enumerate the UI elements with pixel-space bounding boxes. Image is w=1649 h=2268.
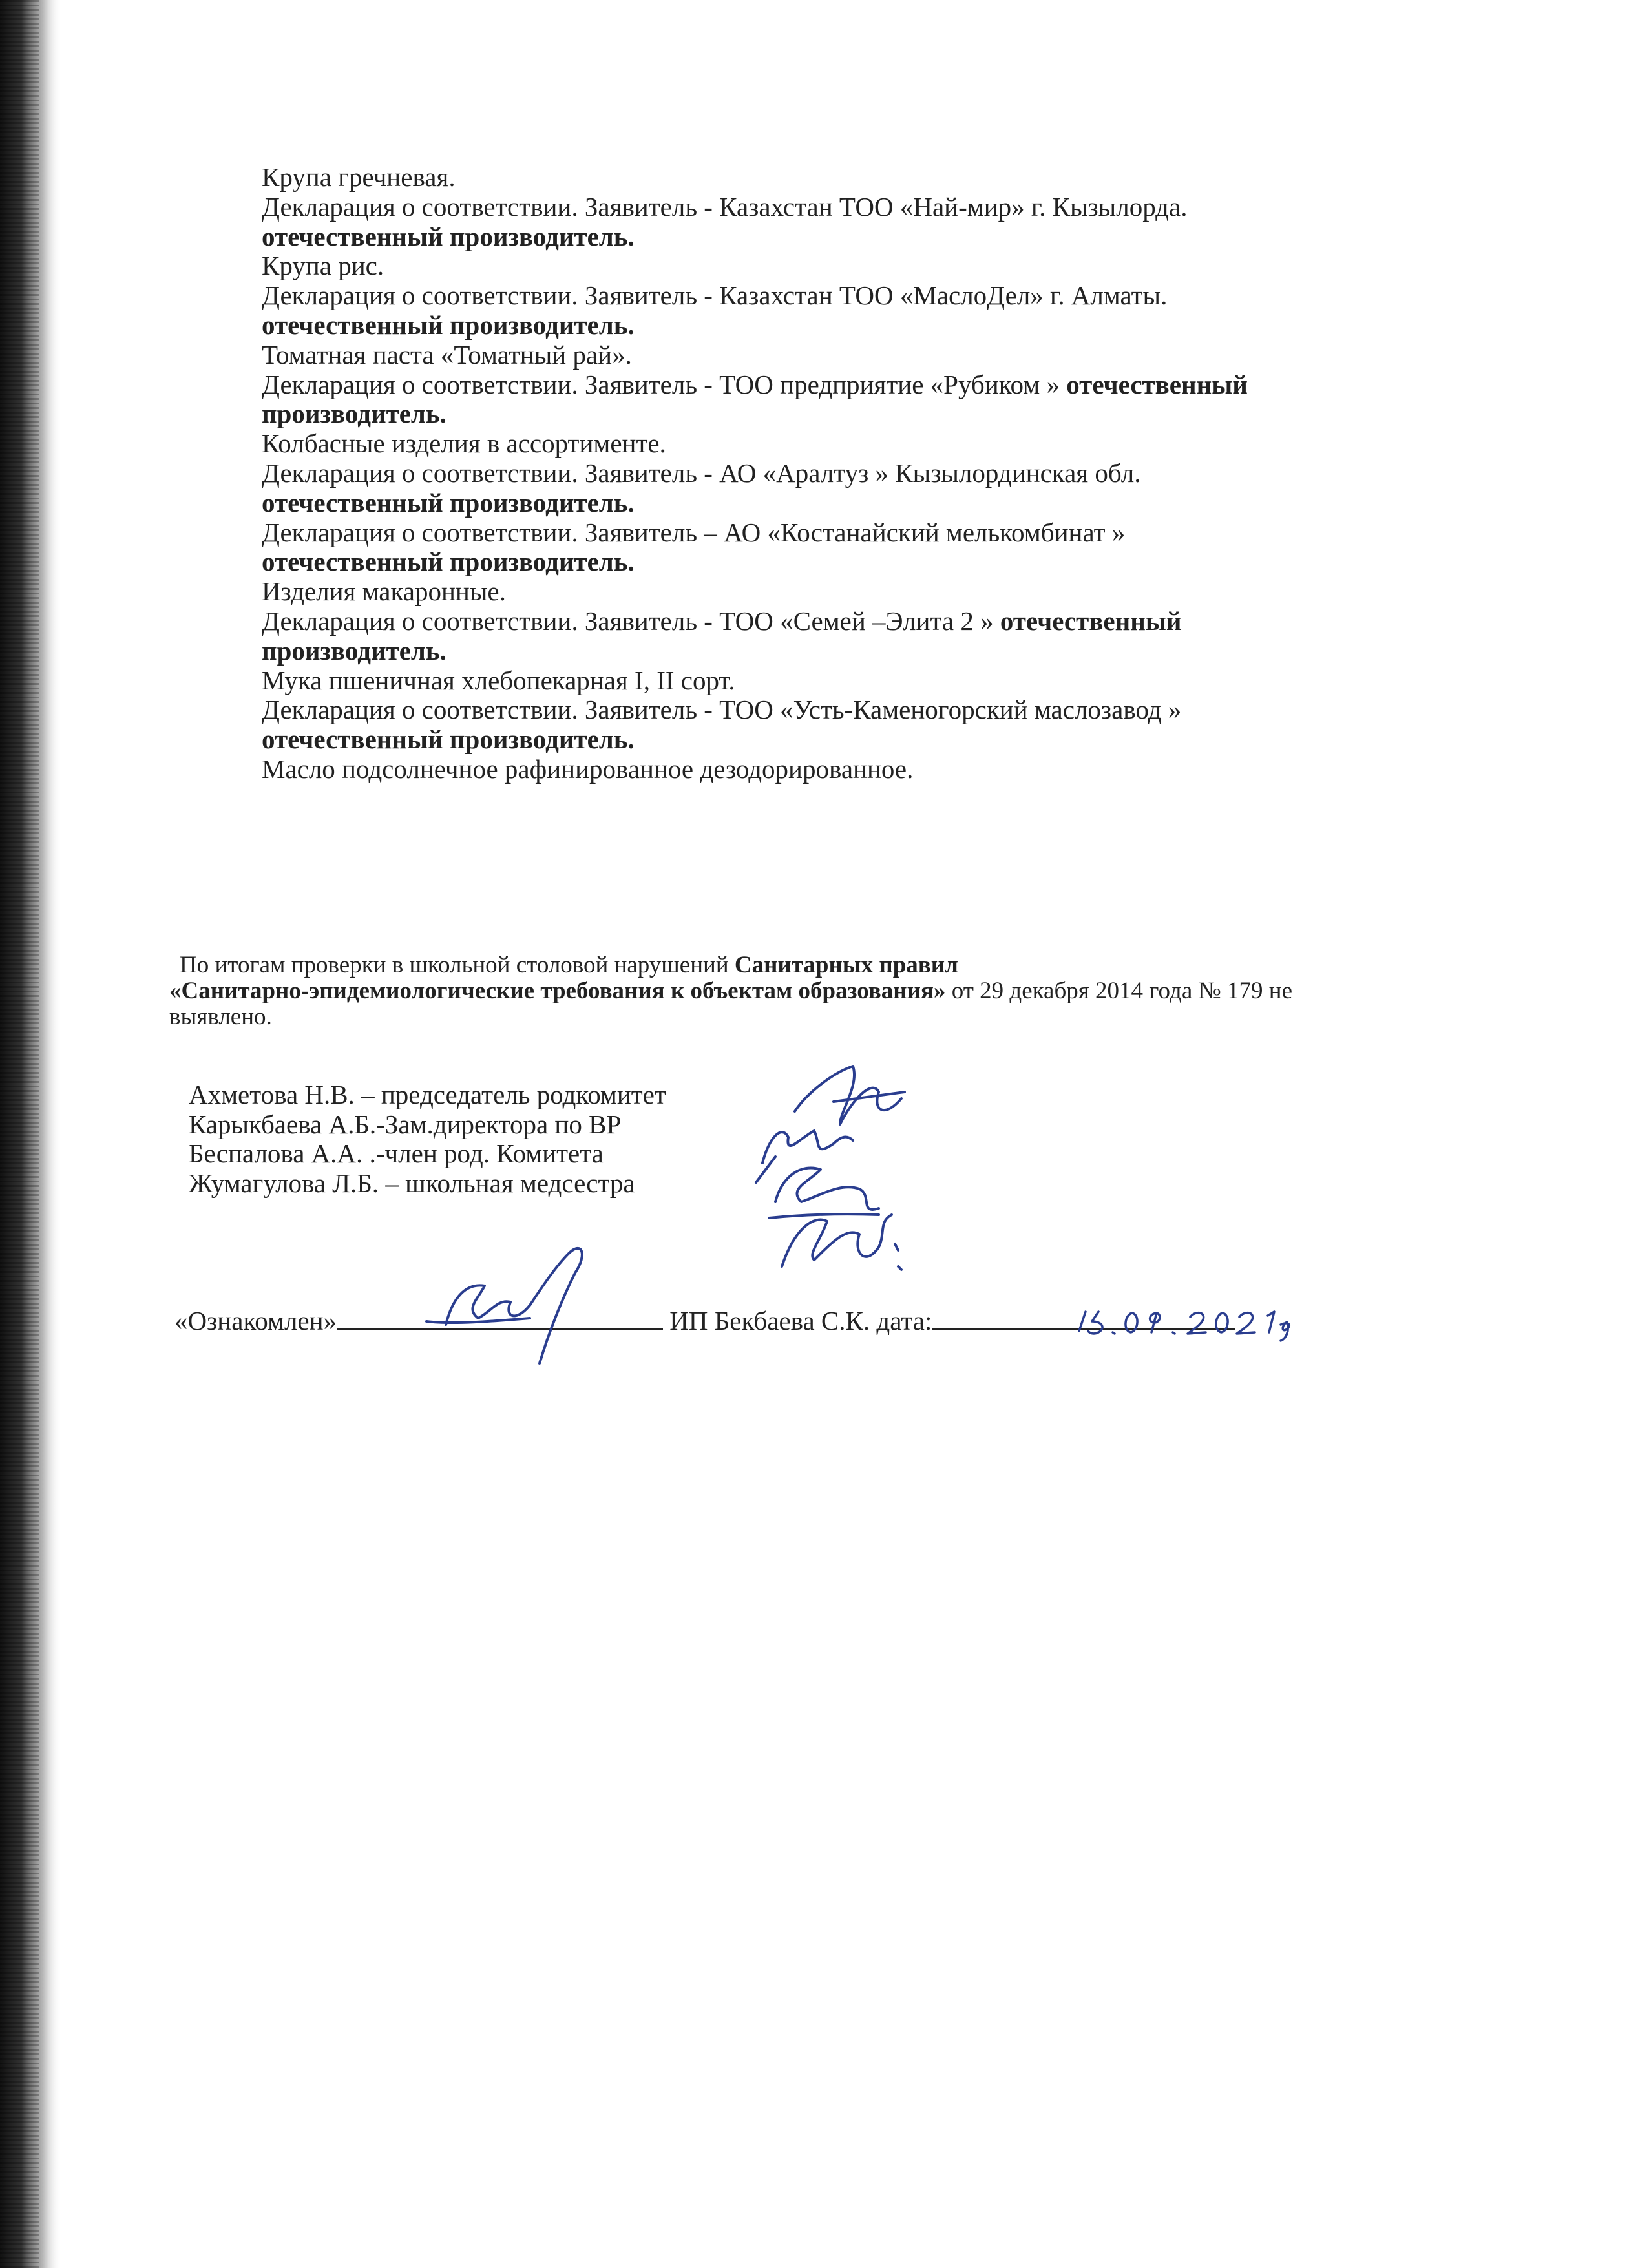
body-line [262, 547, 1528, 577]
signature-3 [769, 1168, 879, 1218]
ack-signature-blank [337, 1305, 663, 1330]
body-line [262, 163, 1528, 193]
line-text: Томатная паста «Томатный рай». [262, 339, 632, 370]
body-line [262, 370, 1528, 400]
line-text: Масло подсолнечное рафинированное дезодорированное. [262, 753, 914, 784]
producer-note: отечественный [1000, 605, 1182, 636]
body-line [262, 636, 1528, 666]
body-line [262, 755, 1528, 784]
body-line [262, 666, 1528, 696]
producer-note: отечественный производитель. [262, 724, 635, 755]
conclusion-line-1: По итогам проверки в школьной столовой нарушений Санитарных правил [180, 952, 958, 978]
signatory: Ахметова Н.В. – председатель родкомитет [189, 1080, 666, 1109]
signatory: Карыкбаева А.Б.-Зам.директора по ВР [189, 1109, 622, 1139]
producer-note: отечественный производитель. [262, 310, 635, 340]
declarations-list [262, 163, 1528, 784]
body-line [262, 222, 1528, 252]
body-line [262, 399, 1528, 429]
acknowledgement-line [174, 1305, 1235, 1336]
line-text: Колбасные изделия в ассортименте. [262, 428, 666, 459]
producer-note: производитель. [262, 635, 446, 666]
body-line [262, 577, 1528, 607]
producer-note: отечественный [1066, 369, 1248, 399]
ack-prefix: «Ознакомлен» [174, 1306, 337, 1336]
conclusion-line-3: выявлено. [169, 1003, 272, 1030]
signature-2 [756, 1131, 853, 1182]
line-text: Декларация о соответствии. Заявитель - Казахстан ТОО «МаслоДел» г. Алматы. [262, 280, 1168, 311]
signature-4 [782, 1215, 901, 1270]
line-text: Крупа гречневая. [262, 162, 456, 192]
line-text: Декларация о соответствии. Заявитель - Казахстан ТОО «Най-мир» г. Кызылорда. [262, 191, 1188, 222]
line-text: Декларация о соответствии. Заявитель - ТОО «Усть-Каменогорский маслозавод » [262, 695, 1182, 725]
body-line [262, 518, 1528, 548]
signatory: Жумагулова Л.Б. – школьная медсестра [189, 1168, 635, 1198]
body-line [262, 695, 1528, 725]
line-text: Декларация о соответствии. Заявитель - ТОО предприятие «Рубиком » [262, 369, 1067, 399]
body-line [262, 251, 1528, 281]
body-line [262, 607, 1528, 636]
line-text: Мука пшеничная хлебопекарная I, II сорт. [262, 665, 735, 695]
producer-note: производитель. [262, 399, 446, 429]
line-text: Декларация о соответствии. Заявитель – АО «Костанайский мелькомбинат » [262, 517, 1126, 547]
body-line [262, 281, 1528, 311]
signatory: Беспалова А.А. .-член род. Комитета [189, 1139, 604, 1168]
conclusion-line-2: «Санитарно-эпидемиологические требования к объектам образования» от 29 декабря 2014 года № 179 не [169, 978, 1293, 1004]
producer-note: отечественный производитель. [262, 547, 635, 577]
body-line [262, 341, 1528, 370]
signatories-list [189, 1080, 666, 1198]
ack-date-blank [932, 1305, 1235, 1330]
body-line [262, 193, 1528, 222]
line-text: Декларация о соответствии. Заявитель - АО «Аралтуз » Кызылординская обл. [262, 457, 1141, 488]
line-text: Крупа рис. [262, 251, 384, 281]
body-line [262, 725, 1528, 755]
line-text: Декларация о соответствии. Заявитель - ТОО «Семей –Элита 2 » [262, 605, 1000, 636]
inspection-conclusion [169, 952, 1500, 1030]
body-line [262, 311, 1528, 341]
producer-note: отечественный производитель. [262, 487, 635, 518]
scan-edge-shadow [0, 0, 61, 2268]
body-line [262, 459, 1528, 488]
body-line [262, 429, 1528, 459]
producer-note: отечественный производитель. [262, 221, 635, 251]
line-text: Изделия макаронные. [262, 576, 506, 607]
body-line [262, 488, 1528, 518]
signature-1 [795, 1066, 905, 1124]
ack-person: ИП Бекбаева С.К. дата: [669, 1306, 932, 1336]
